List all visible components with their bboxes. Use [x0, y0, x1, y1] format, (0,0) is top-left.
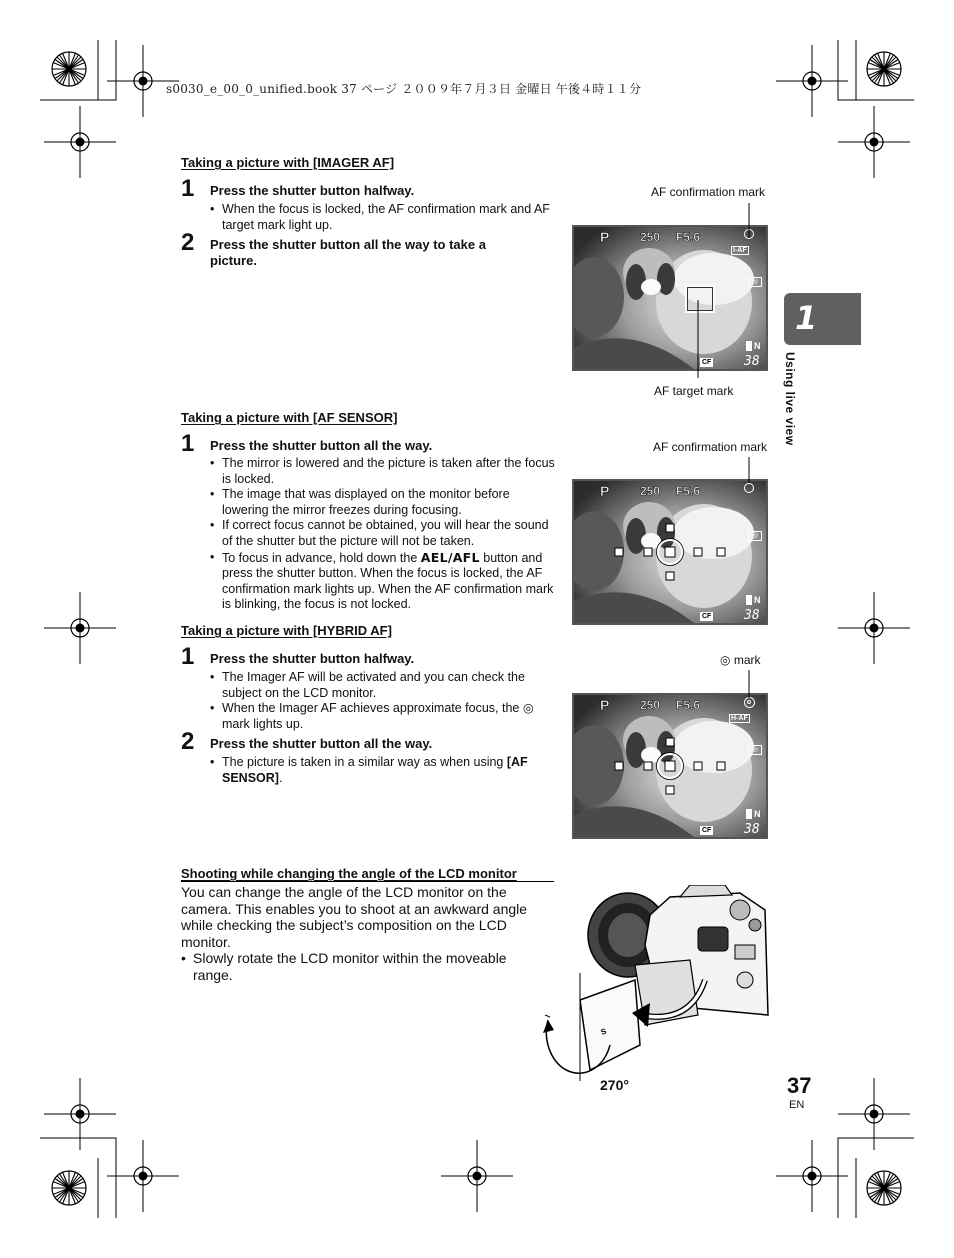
bullet-list — [208, 456, 558, 613]
ael-afl-button-label: AEL/AFL — [420, 549, 480, 565]
bullet-list — [208, 755, 558, 786]
osd-count: 38 — [744, 354, 760, 369]
step-text: Press the shutter button halfway. — [210, 651, 415, 666]
printer-slug: s0030_e_00_0_unified.book 37 ページ ２００９年７月３日 金曜日 午後４時１１分 — [166, 82, 642, 96]
osd-card: CF — [702, 359, 712, 366]
bullet-item — [208, 701, 558, 732]
focus-mark-icon: ◎ — [720, 653, 731, 667]
bullet-text: When the Imager AF achieves approximate focus, the — [222, 701, 523, 716]
focus-mark-icon: ◎ — [522, 701, 534, 716]
step-number: 1 — [181, 430, 195, 457]
osd-card: CF — [702, 613, 712, 620]
svg-text:S: S — [599, 1026, 608, 1037]
step-text: Press the shutter button all the way. — [210, 736, 433, 751]
osd-overlay — [574, 481, 766, 623]
bullet-list — [208, 670, 558, 732]
bullet-text: To focus in advance, hold down the — [222, 550, 421, 565]
rotation-angle-label: 270° — [600, 1077, 629, 1093]
osd-mode: P — [600, 483, 610, 499]
osd-aperture: F5.6 — [676, 698, 701, 712]
section-title-hybrid-af: Taking a picture with [HYBRID AF] — [181, 623, 392, 638]
language-code: EN — [789, 1099, 805, 1111]
osd-overlay — [574, 695, 766, 837]
callout-line-2 — [740, 455, 760, 495]
step-number: 2 — [181, 229, 195, 256]
step-text: Press the shutter button all the way. — [210, 438, 433, 453]
osd-card: CF — [702, 827, 712, 834]
callout-af-target-mark: AF target mark — [654, 384, 734, 398]
section-title-imager-af: Taking a picture with [IMAGER AF] — [181, 155, 395, 170]
step-number: 1 — [181, 643, 195, 670]
step-number: 1 — [181, 175, 195, 202]
osd-count: 38 — [744, 608, 760, 623]
bullet-item: • When the focus is locked, the AF confirmation mark and AF target mark light up. — [208, 202, 558, 233]
callout-af-confirmation-mark: AF confirmation mark — [653, 440, 768, 454]
lcd-monitor-hybrid-af — [572, 693, 768, 839]
section-title-af-sensor: Taking a picture with [AF SENSOR] — [181, 410, 398, 425]
body-paragraph: You can change the angle of the LCD monitor on the camera. This enables you to shoot at an awkward angle while checking the subject’s composition on the LCD monitor. — [181, 884, 528, 950]
chapter-tab — [784, 293, 861, 345]
osd-mode: P — [600, 697, 610, 713]
camera-lcd-rotation-illustration — [540, 885, 775, 1085]
bullet-text: mark lights up. — [222, 716, 304, 731]
osd-shutter: 250 — [640, 484, 661, 498]
bullet-item: • The mirror is lowered and the picture is taken after the focus is locked. — [208, 456, 558, 487]
osd-af-mode: H-AF — [731, 715, 748, 722]
callout-focus-mark — [720, 653, 760, 667]
osd-mode: P — [600, 229, 610, 245]
osd-shutter: 250 — [640, 230, 661, 244]
step-text: Press the shutter button all the way to take a picture. — [210, 237, 486, 268]
chapter-number: 1 — [795, 299, 818, 337]
bullet-item — [208, 550, 558, 613]
bullet-item: • The Imager AF will be activated and you can check the subject on the LCD monitor. — [208, 670, 558, 701]
metering-icon: ◎ — [748, 277, 762, 287]
callout-text: mark — [730, 653, 761, 667]
page-number: 37 — [787, 1073, 812, 1098]
section-title-lcd-angle: Shooting while changing the angle of the LCD monitor — [181, 866, 517, 881]
osd-aperture: F5.6 — [676, 230, 701, 244]
bullet-list — [179, 950, 529, 983]
metering-icon: ◎ — [748, 531, 762, 541]
osd-quality: N — [746, 341, 761, 351]
callout-lines-1 — [690, 200, 770, 390]
bullet-bold-text: [AF SENSOR] — [222, 755, 528, 785]
chapter-label: Using live view — [783, 352, 797, 446]
osd-aperture: F5.6 — [676, 484, 701, 498]
bullet-text: . — [278, 770, 283, 785]
step-text: Press the shutter button halfway. — [210, 183, 415, 198]
bullet-item: • Slowly rotate the LCD monitor within the moveable range. — [179, 950, 529, 983]
callout-af-confirmation-mark: AF confirmation mark — [651, 185, 766, 199]
callout-line-3 — [740, 668, 760, 708]
metering-icon: ◎ — [748, 745, 762, 755]
step-number: 2 — [181, 728, 195, 755]
bullet-item: • If correct focus cannot be obtained, you will hear the sound of the shutter but the picture will not be taken. — [208, 518, 558, 549]
bullet-item — [208, 755, 558, 786]
bullet-text: button and press the shutter button. When the focus is locked, the AF confirmation mark lights up. When the AF confirmation mark is blinking, the focus is not locked. — [222, 550, 554, 612]
osd-quality: N — [746, 809, 761, 819]
section-rule — [181, 881, 554, 882]
osd-quality: N — [746, 595, 761, 605]
lcd-monitor-af-sensor — [572, 479, 768, 625]
osd-count: 38 — [744, 822, 760, 837]
bullet-item: • The image that was displayed on the monitor before lowering the mirror freezes during focusing. — [208, 487, 558, 518]
bullet-text: The picture is taken in a similar way as when using — [222, 755, 507, 769]
bullet-list — [208, 202, 558, 233]
osd-shutter: 250 — [640, 698, 661, 712]
osd-af-mode: I-AF — [733, 247, 747, 254]
